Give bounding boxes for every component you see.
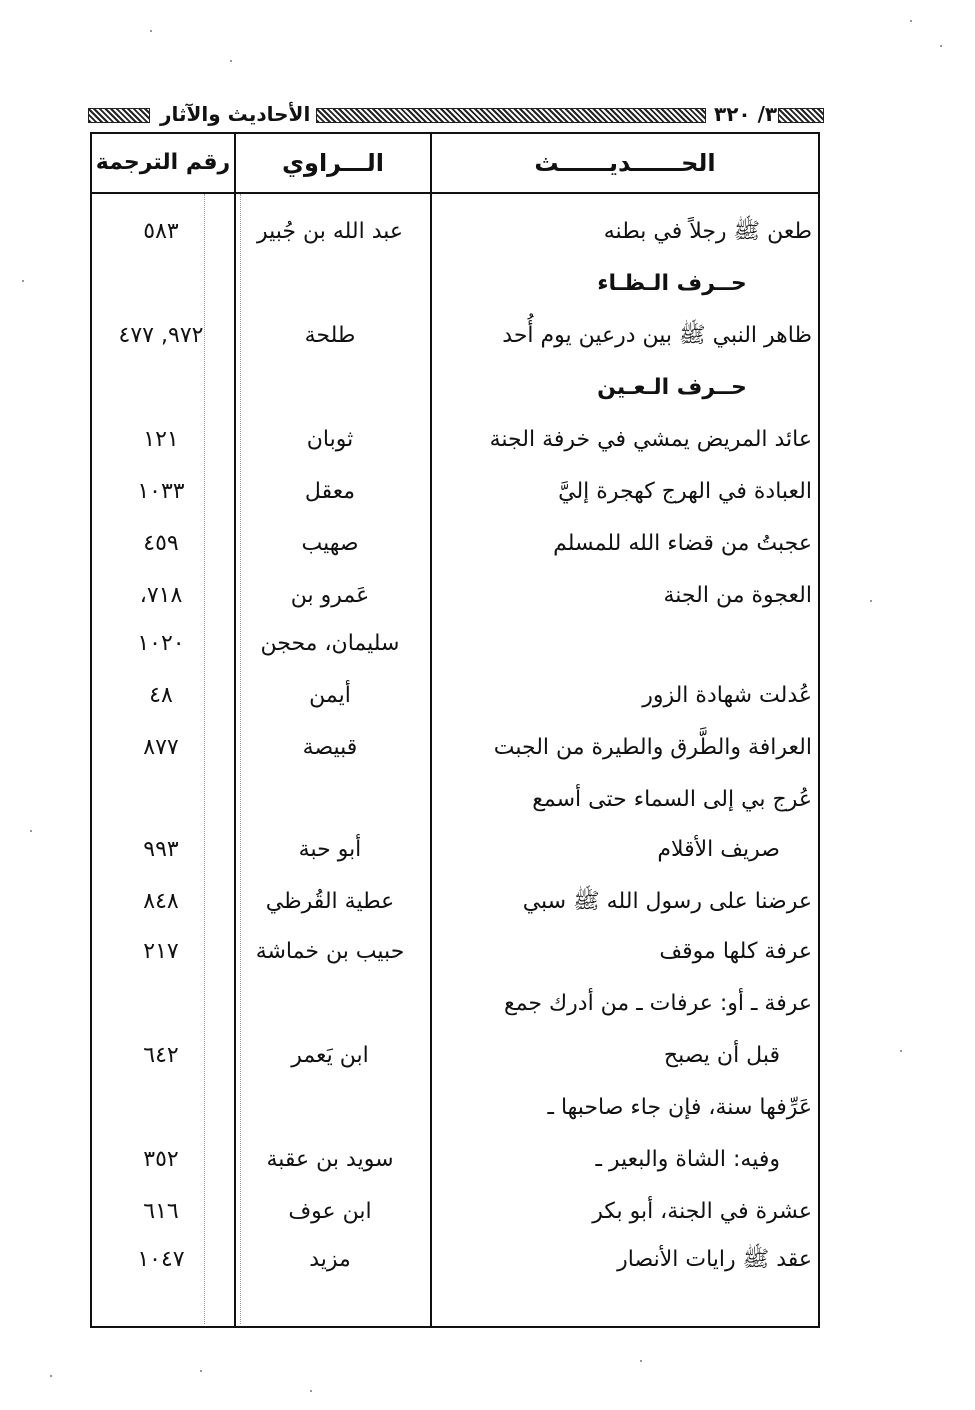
narrator-cell: عَمرو بن: [290, 583, 370, 608]
header-ornament-right: [778, 108, 824, 123]
table-row: [92, 310, 818, 362]
table-row: [92, 570, 818, 622]
scan-speck: [30, 830, 32, 832]
hadith-cell: عرفة كلها موقف: [659, 939, 812, 964]
narrator-cell: سليمان، محجن: [260, 631, 400, 656]
narrator-cell: ثوبان: [306, 427, 354, 452]
table-row: [92, 926, 818, 978]
table-row: [92, 414, 818, 466]
narrator-cell: صهيب: [301, 531, 359, 556]
bio-number-cell: ٢١٧: [143, 939, 179, 964]
bio-number-cell: ٦١٦: [143, 1199, 179, 1224]
hadith-cell: عشرة في الجنة، أبو بكر: [592, 1199, 812, 1224]
table-row: [92, 1134, 818, 1186]
bio-number-cell: ٥٨٣: [143, 219, 179, 244]
narrator-cell: معقل: [304, 479, 356, 504]
scan-speck: [50, 1375, 52, 1377]
bio-number-cell: ١٢١: [143, 427, 179, 452]
scan-speck: [150, 30, 152, 32]
table-row: [92, 824, 818, 876]
table-row: [92, 618, 818, 670]
narrator-cell: ابن عوف: [288, 1199, 372, 1224]
table-row: [92, 978, 818, 1030]
bio-number-cell: ٩٩٣: [143, 837, 179, 862]
hadith-cell: عرضنا على رسول الله ﷺ سبي: [522, 889, 812, 914]
hadith-cell: عقد ﷺ رايات الأنصار: [617, 1247, 812, 1272]
narrator-cell: [232, 1082, 428, 1134]
table-row: [92, 518, 818, 570]
section-heading-row: [92, 258, 818, 310]
scan-speck: [230, 60, 232, 62]
table-row: [92, 1234, 818, 1286]
bio-number-cell: ٣٥٢: [143, 1147, 179, 1172]
hadith-cell: عجبتُ من قضاء الله للمسلم: [553, 531, 812, 556]
table-row: [92, 466, 818, 518]
bio-number-cell: ٨٤٨: [143, 889, 179, 914]
narrator-cell: سويد بن عقبة: [266, 1147, 394, 1172]
book-section-title: الأحاديث والآثار: [154, 100, 316, 128]
bio-number-cell: ١٠٣٣: [137, 479, 185, 504]
hadith-cell: عُدلت شهادة الزور: [642, 683, 812, 708]
narrator-cell: ابن يَعمر: [291, 1043, 369, 1068]
hadith-cell: العبادة في الهرج كهجرة إليَّ: [558, 479, 812, 504]
table-row: [92, 670, 818, 722]
hadith-cell: عرفة ـ أو: عرفات ـ من أدرك جمع: [504, 991, 812, 1016]
column-header-hadith: الحــــــديــــــث: [534, 149, 716, 177]
narrator-cell: مزيد: [309, 1247, 351, 1272]
bio-number-cell: ٨٧٧: [143, 735, 179, 760]
hadith-cell: وفيه: الشاة والبعير ـ: [595, 1147, 780, 1172]
section-heading-row: [92, 362, 818, 414]
table-row: [92, 206, 818, 258]
table-row: [92, 1082, 818, 1134]
bio-number-cell: [92, 1082, 230, 1134]
narrator-cell: أبو حبة: [298, 837, 362, 862]
hadith-cell: قبل أن يصبح: [663, 1043, 780, 1068]
hadith-cell: العرافة والطَّرق والطيرة من الجبت: [493, 735, 812, 760]
bio-number-cell: ٤٨: [149, 683, 173, 708]
scan-speck: [910, 20, 912, 22]
scan-speck: [22, 280, 24, 282]
hadith-cell: طعن ﷺ رجلاً في بطنه: [603, 219, 812, 244]
narrator-cell: [232, 774, 428, 826]
scan-speck: [900, 1050, 902, 1052]
scan-speck: [940, 45, 942, 47]
column-header-bio-number: رقم الترجمة: [95, 150, 231, 175]
scan-speck: [200, 1370, 202, 1372]
bio-number-cell: ٩٧٢, ٤٧٧: [118, 323, 204, 348]
hadith-cell: عُرج بي إلى السماء حتى أسمع: [532, 787, 812, 812]
narrator-cell: عبد الله بن جُبير: [256, 219, 404, 244]
hadith-cell: ظاهر النبي ﷺ بين درعين يوم أُحد: [502, 323, 812, 348]
narrator-cell: عطية القُرظي: [265, 889, 395, 914]
section-heading: حــرف الـظـاء: [597, 271, 747, 296]
scan-speck: [310, 1390, 312, 1392]
bio-number-cell: ١٠٢٠: [137, 631, 185, 656]
bio-number-cell: [92, 978, 230, 1030]
narrator-cell: قبيصة: [302, 735, 358, 760]
header-ornament-left: [88, 108, 150, 123]
table-row: [92, 876, 818, 928]
table-row: [92, 1030, 818, 1082]
table-row: [92, 774, 818, 826]
hadith-cell: [432, 618, 812, 670]
bio-number-cell: ٤٥٩: [143, 531, 179, 556]
scan-speck: [870, 600, 872, 602]
hadith-cell: عَرِّفها سنة، فإن جاء صاحبها ـ: [547, 1095, 812, 1120]
running-header: [88, 100, 822, 128]
table-row: [92, 722, 818, 774]
hadith-cell: العجوة من الجنة: [663, 583, 812, 608]
bio-number-cell: ١٠٤٧: [137, 1247, 185, 1272]
index-table: [90, 132, 820, 1328]
narrator-cell: [232, 978, 428, 1030]
section-heading: حــرف الـعـين: [597, 375, 747, 400]
bio-number-cell: [92, 774, 230, 826]
column-header-narrator: الـــراوي: [282, 149, 384, 177]
hadith-cell: عائد المريض يمشي في خرفة الجنة: [489, 427, 812, 452]
page-number: ٣/ ٣٢٠: [708, 100, 783, 128]
bio-number-cell: ٦٤٢: [143, 1043, 179, 1068]
narrator-cell: أيمن: [309, 683, 351, 708]
scan-speck: [640, 1360, 642, 1362]
narrator-cell: حبيب بن خماشة: [255, 939, 405, 964]
bio-number-cell: ٧١٨،: [139, 583, 183, 608]
hadith-cell: صريف الأقلام: [657, 837, 780, 862]
table-row: [92, 1186, 818, 1238]
header-ornament-middle: [316, 108, 706, 123]
header-row-divider: [92, 192, 818, 194]
narrator-cell: طلحة: [304, 323, 356, 348]
